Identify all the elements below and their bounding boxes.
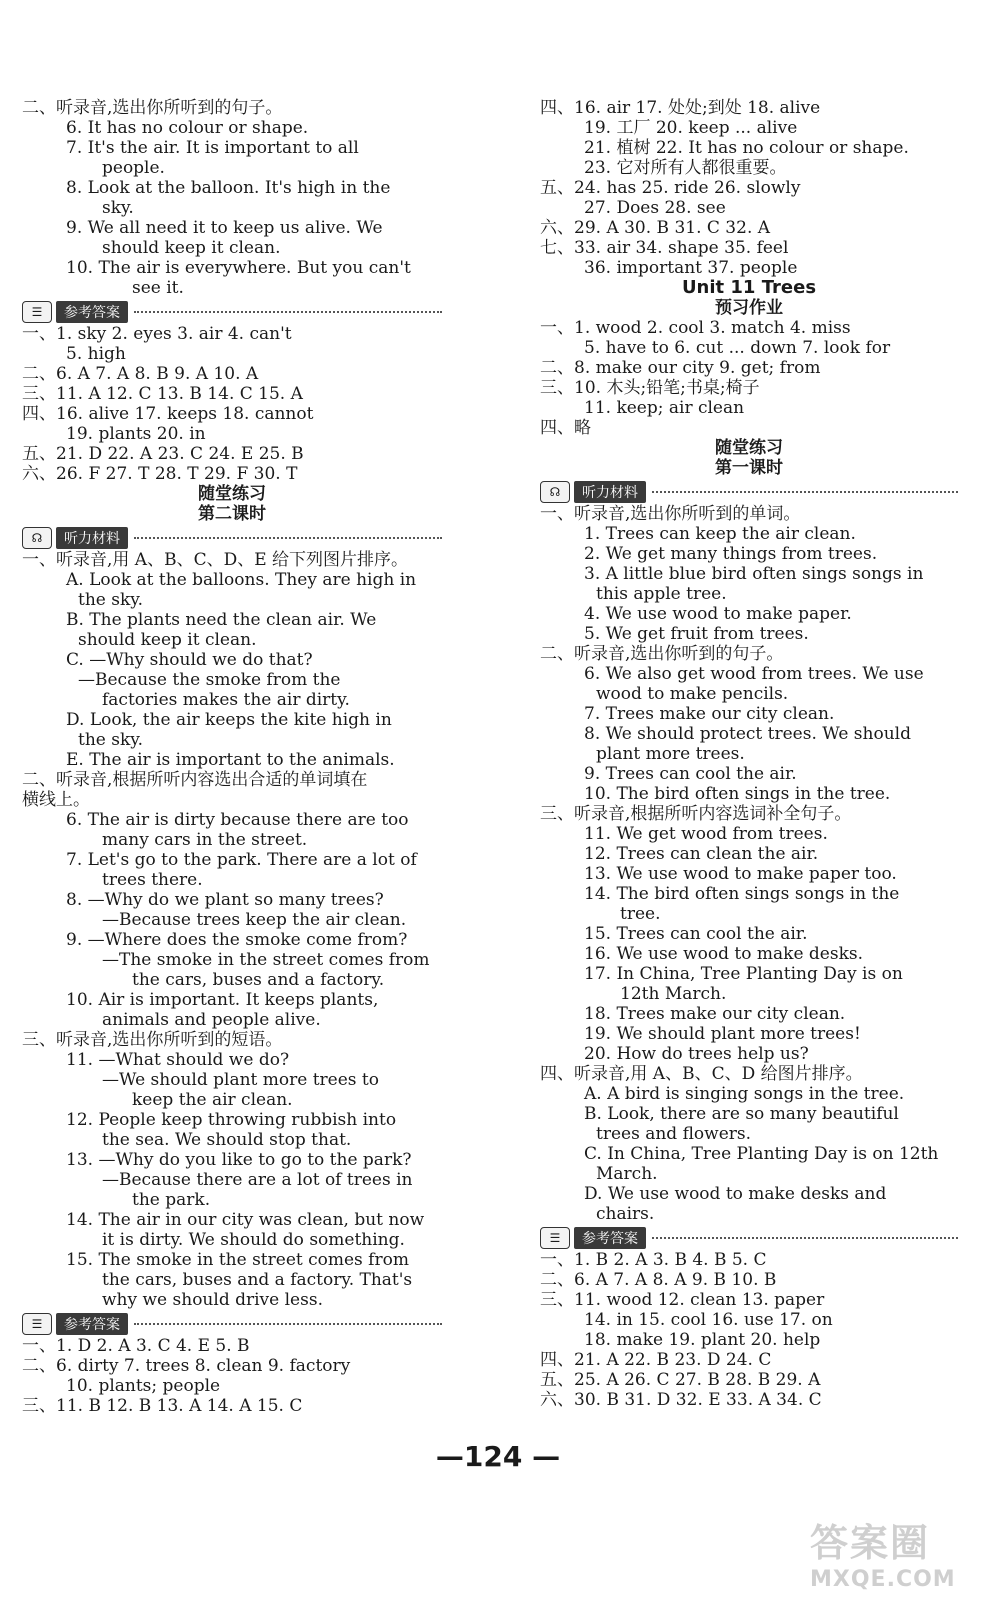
section-line: 一、听录音,选出你所听到的单词。 — [540, 504, 801, 524]
text-line: 11. keep; air clean — [584, 398, 745, 418]
section-line: 横线上。 — [22, 790, 90, 810]
headphones-icon: ☊ — [540, 481, 570, 503]
text-line: 6. It has no colour or shape. — [66, 118, 309, 138]
text-line: A. Look at the balloons. They are high in — [66, 570, 417, 590]
section-tag-text: 参考答案 — [56, 1313, 128, 1335]
text-line: 10. plants; people — [66, 1376, 221, 1396]
text-line: factories makes the air dirty. — [102, 690, 350, 710]
text-line: 9. We all need it to keep us alive. We — [66, 218, 383, 238]
section-line: 二、6. A 7. A 8. A 9. B 10. B — [540, 1270, 777, 1290]
headphones-icon: ☊ — [22, 527, 52, 549]
text-line: it is dirty. We should do something. — [102, 1230, 405, 1250]
text-line: 12. Trees can clean the air. — [584, 844, 819, 864]
text-line: 7. It's the air. It is important to all — [66, 138, 359, 158]
section-line: 二、听录音,根据所听内容选出合适的单词填在 — [22, 770, 368, 790]
text-line: 11. We get wood from trees. — [584, 824, 828, 844]
answer-key-label — [540, 1226, 958, 1250]
section-line: 三、11. A 12. C 13. B 14. C 15. A — [22, 384, 303, 404]
text-line: 18. make 19. plant 20. help — [584, 1330, 821, 1350]
text-line: many cars in the street. — [102, 830, 308, 850]
section-line: 三、听录音,根据所听内容选词补全句子。 — [540, 804, 852, 824]
section-tag-text: 听力材料 — [56, 527, 128, 549]
text-line: 14. The air in our city was clean, but now — [66, 1210, 425, 1230]
lesson-heading: 第二课时 — [198, 504, 266, 524]
text-line: 20. How do trees help us? — [584, 1044, 809, 1064]
text-line: C. In China, Tree Planting Day is on 12th — [584, 1144, 939, 1164]
section-line: 六、26. F 27. T 28. T 29. F 30. T — [22, 464, 298, 484]
section-line: 四、略 — [540, 418, 591, 438]
text-line: plant more trees. — [596, 744, 745, 764]
text-line: the sky. — [78, 590, 144, 610]
text-line: 23. 它对所有人都很重要。 — [584, 158, 787, 178]
dotted-divider — [134, 1323, 442, 1325]
text-line: 5. We get fruit from trees. — [584, 624, 809, 644]
text-line: —The smoke in the street comes from — [102, 950, 430, 970]
text-line: 13. We use wood to make paper too. — [584, 864, 897, 884]
text-line: 11. —What should we do? — [66, 1050, 290, 1070]
section-line: 三、11. wood 12. clean 13. paper — [540, 1290, 825, 1310]
answer-key-label — [22, 300, 442, 324]
text-line: D. We use wood to make desks and — [584, 1184, 887, 1204]
text-line: keep the air clean. — [132, 1090, 293, 1110]
section-line: 二、8. make our city 9. get; from — [540, 358, 821, 378]
lesson-heading: 随堂练习 — [715, 438, 783, 458]
text-line: should keep it clean. — [78, 630, 257, 650]
text-line: 15. Trees can cool the air. — [584, 924, 808, 944]
text-line: the park. — [132, 1190, 211, 1210]
watermark-logo-text: 答案圈 — [810, 1521, 931, 1565]
text-line: wood to make pencils. — [596, 684, 789, 704]
section-line: 一、1. wood 2. cool 3. match 4. miss — [540, 318, 851, 338]
section-line: 七、33. air 34. shape 35. feel — [540, 238, 789, 258]
text-line: 3. A little blue bird often sings songs in — [584, 564, 924, 584]
section-line: 五、21. D 22. A 23. C 24. E 25. B — [22, 444, 304, 464]
text-line: D. Look, the air keeps the kite high in — [66, 710, 392, 730]
section-line: 六、29. A 30. B 31. C 32. A — [540, 218, 771, 238]
right-column — [540, 98, 958, 1410]
text-line: 8. —Why do we plant so many trees? — [66, 890, 384, 910]
checklist-icon: ☰ — [22, 301, 52, 323]
text-line: 9. —Where does the smoke come from? — [66, 930, 408, 950]
section-line: 一、1. sky 2. eyes 3. air 4. can't — [22, 324, 292, 344]
text-line: 19. plants 20. in — [66, 424, 206, 444]
text-line: 8. Look at the balloon. It's high in the — [66, 178, 391, 198]
section-line: 四、21. A 22. B 23. D 24. C — [540, 1350, 772, 1370]
text-line: C. —Why should we do that? — [66, 650, 313, 670]
text-line: March. — [596, 1164, 658, 1184]
watermark — [810, 1512, 980, 1592]
text-line: why we should drive less. — [102, 1290, 323, 1310]
text-line: tree. — [620, 904, 661, 924]
section-line: 四、16. alive 17. keeps 18. cannot — [22, 404, 314, 424]
watermark-url: MXQE.COM — [810, 1567, 956, 1592]
dotted-divider — [134, 537, 442, 539]
section-line: 二、听录音,选出你所听到的句子。 — [22, 98, 283, 118]
text-line: this apple tree. — [596, 584, 727, 604]
left-column — [22, 98, 442, 1416]
text-line: 15. The smoke in the street comes from — [66, 1250, 409, 1270]
section-line: 三、10. 木头;铅笔;书桌;椅子 — [540, 378, 760, 398]
text-line: sky. — [102, 198, 134, 218]
text-line: B. The plants need the clean air. We — [66, 610, 377, 630]
text-line: trees there. — [102, 870, 203, 890]
text-line: 5. high — [66, 344, 126, 364]
text-line: B. Look, there are so many beautiful — [584, 1104, 899, 1124]
text-line: 10. The bird often sings in the tree. — [584, 784, 891, 804]
text-line: the cars, buses and a factory. — [132, 970, 385, 990]
text-line: 1. Trees can keep the air clean. — [584, 524, 856, 544]
text-line: 9. Trees can cool the air. — [584, 764, 797, 784]
section-line: 二、听录音,选出你听到的句子。 — [540, 644, 784, 664]
text-line: the sky. — [78, 730, 144, 750]
text-line: the sea. We should stop that. — [102, 1130, 352, 1150]
text-line: 10. Air is important. It keeps plants, — [66, 990, 379, 1010]
section-tag-text: 参考答案 — [574, 1227, 646, 1249]
text-line: 10. The air is everywhere. But you can't — [66, 258, 411, 278]
text-line: see it. — [132, 278, 184, 298]
page-number: —124 — — [435, 1440, 561, 1473]
listening-material-label — [540, 480, 958, 504]
text-line: 13. —Why do you like to go to the park? — [66, 1150, 412, 1170]
text-line: A. A bird is singing songs in the tree. — [584, 1084, 905, 1104]
text-line: 19. 工厂 20. keep ... alive — [584, 118, 798, 138]
text-line: 7. Trees make our city clean. — [584, 704, 835, 724]
text-line: 12th March. — [620, 984, 727, 1004]
text-line: 27. Does 28. see — [584, 198, 726, 218]
section-line: 二、6. A 7. A 8. B 9. A 10. A — [22, 364, 259, 384]
text-line: 16. We use wood to make desks. — [584, 944, 864, 964]
text-line: 21. 植树 22. It has no colour or shape. — [584, 138, 909, 158]
text-line: 2. We get many things from trees. — [584, 544, 878, 564]
lesson-heading: 第一课时 — [715, 458, 783, 478]
text-line: —Because the smoke from the — [78, 670, 341, 690]
dotted-divider — [652, 491, 958, 493]
text-line: E. The air is important to the animals. — [66, 750, 395, 770]
text-line: —Because trees keep the air clean. — [102, 910, 407, 930]
dotted-divider — [652, 1237, 958, 1239]
text-line: people. — [102, 158, 165, 178]
text-line: 7. Let's go to the park. There are a lot of — [66, 850, 417, 870]
lesson-heading: 预习作业 — [715, 298, 783, 318]
text-line: animals and people alive. — [102, 1010, 321, 1030]
section-line: 二、6. dirty 7. trees 8. clean 9. factory — [22, 1356, 351, 1376]
answer-key-label — [22, 1312, 442, 1336]
dotted-divider — [134, 311, 442, 313]
text-line: 17. In China, Tree Planting Day is on — [584, 964, 903, 984]
section-line: 四、16. air 17. 处处;到处 18. alive — [540, 98, 821, 118]
section-line: 五、25. A 26. C 27. B 28. B 29. A — [540, 1370, 821, 1390]
unit-title: Unit 11 Trees — [681, 278, 817, 298]
section-line: 一、1. B 2. A 3. B 4. B 5. C — [540, 1250, 767, 1270]
text-line: 8. We should protect trees. We should — [584, 724, 911, 744]
text-line: —We should plant more trees to — [102, 1070, 379, 1090]
text-line: 14. The bird often sings songs in the — [584, 884, 900, 904]
lesson-heading: 随堂练习 — [198, 484, 266, 504]
text-line: 5. have to 6. cut ... down 7. look for — [584, 338, 891, 358]
text-line: should keep it clean. — [102, 238, 281, 258]
section-line: 五、24. has 25. ride 26. slowly — [540, 178, 801, 198]
text-line: 19. We should plant more trees! — [584, 1024, 861, 1044]
text-line: the cars, buses and a factory. That's — [102, 1270, 413, 1290]
text-line: chairs. — [596, 1204, 655, 1224]
checklist-icon: ☰ — [22, 1313, 52, 1335]
text-line: trees and flowers. — [596, 1124, 752, 1144]
text-line: 18. Trees make our city clean. — [584, 1004, 846, 1024]
section-line: 一、听录音,用 A、B、C、D、E 给下列图片排序。 — [22, 550, 409, 570]
section-line: 一、1. D 2. A 3. C 4. E 5. B — [22, 1336, 250, 1356]
section-line: 四、听录音,用 A、B、C、D 给图片排序。 — [540, 1064, 863, 1084]
listening-material-label — [22, 526, 442, 550]
text-line: 6. The air is dirty because there are too — [66, 810, 409, 830]
section-line: 三、听录音,选出你所听到的短语。 — [22, 1030, 283, 1050]
checklist-icon: ☰ — [540, 1227, 570, 1249]
text-line: 4. We use wood to make paper. — [584, 604, 852, 624]
section-tag-text: 参考答案 — [56, 301, 128, 323]
text-line: 14. in 15. cool 16. use 17. on — [584, 1310, 833, 1330]
text-line: —Because there are a lot of trees in — [102, 1170, 413, 1190]
text-line: 12. People keep throwing rubbish into — [66, 1110, 397, 1130]
text-line: 6. We also get wood from trees. We use — [584, 664, 924, 684]
section-tag-text: 听力材料 — [574, 481, 646, 503]
section-line: 六、30. B 31. D 32. E 33. A 34. C — [540, 1390, 822, 1410]
section-line: 三、11. B 12. B 13. A 14. A 15. C — [22, 1396, 303, 1416]
text-line: 36. important 37. people — [584, 258, 798, 278]
